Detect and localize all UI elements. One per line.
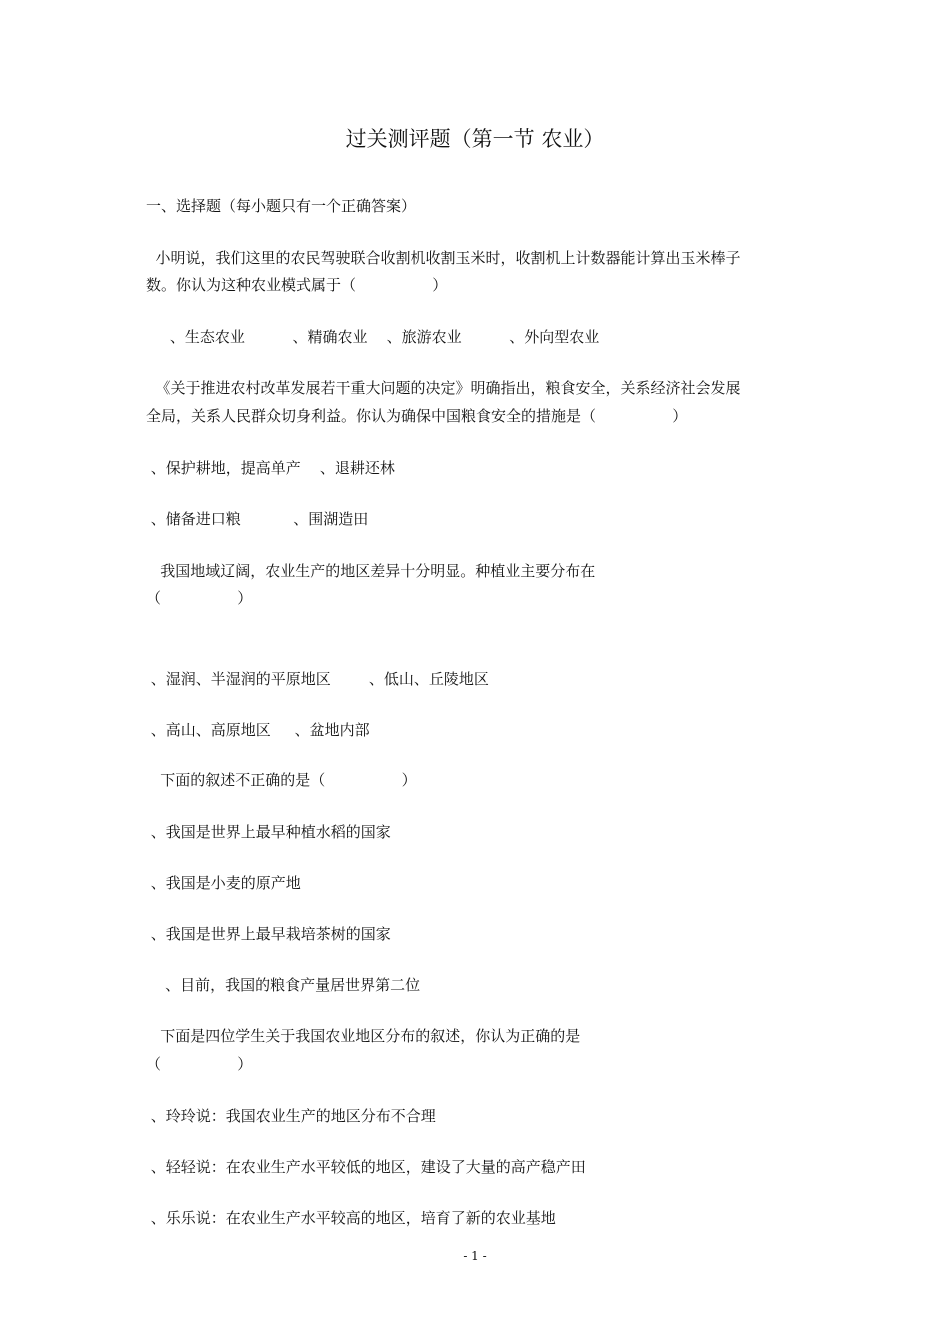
section-heading: 一、选择题（每小题只有一个正确答案） [146, 197, 417, 215]
page-title: 过关测评题（第一节 农业） [345, 127, 605, 151]
q1-stem-line2: 数。你认为这种农业模式属于（ ） [146, 276, 448, 294]
q3-stem-line2: （ ） [146, 589, 253, 607]
q4-option-b: 、我国是小麦的原产地 [146, 874, 301, 892]
q1-stem-line1: 小明说，我们这里的农民驾驶联合收割机收割玉米时，收割机上计数器能计算出玉米棒子 [146, 249, 741, 267]
page-number: - 1 - [463, 1249, 487, 1263]
q2-stem-line1: 《关于推进农村改革发展若干重大问题的决定》明确指出，粮食安全，关系经济社会发展 [146, 379, 741, 397]
q5-stem-line2: （ ） [146, 1055, 253, 1073]
q1-options: 、生态农业 、精确农业 、旅游农业 、外向型农业 [146, 328, 600, 346]
q3-option-line2: 、高山、高原地区 、盆地内部 [146, 721, 370, 739]
q4-stem: 下面的叙述不正确的是（ ） [146, 771, 417, 789]
q2-option-line2: 、储备进口粮 、围湖造田 [146, 510, 369, 528]
q2-option-line1: 、保护耕地，提高单产 、退耕还林 [146, 459, 395, 477]
q2-stem-line2: 全局，关系人民群众切身利益。你认为确保中国粮食安全的措施是（ ） [146, 407, 688, 425]
q4-option-d: 、目前，我国的粮食产量居世界第二位 [146, 976, 421, 994]
q3-option-line1: 、湿润、半湿润的平原地区 、低山、丘陵地区 [146, 670, 489, 688]
q3-stem-line1: 我国地域辽阔，农业生产的地区差异十分明显。种植业主要分布在 [146, 562, 596, 580]
q5-stem-line1: 下面是四位学生关于我国农业地区分布的叙述，你认为正确的是 [146, 1027, 581, 1045]
q4-option-a: 、我国是世界上最早种植水稻的国家 [146, 823, 391, 841]
q5-option-c: 、乐乐说：在农业生产水平较高的地区，培育了新的农业基地 [146, 1209, 556, 1227]
q5-option-b: 、轻轻说：在农业生产水平较低的地区，建设了大量的高产稳产田 [146, 1158, 586, 1176]
q4-option-c: 、我国是世界上最早栽培茶树的国家 [146, 925, 391, 943]
q5-option-a: 、玲玲说：我国农业生产的地区分布不合理 [146, 1107, 436, 1125]
